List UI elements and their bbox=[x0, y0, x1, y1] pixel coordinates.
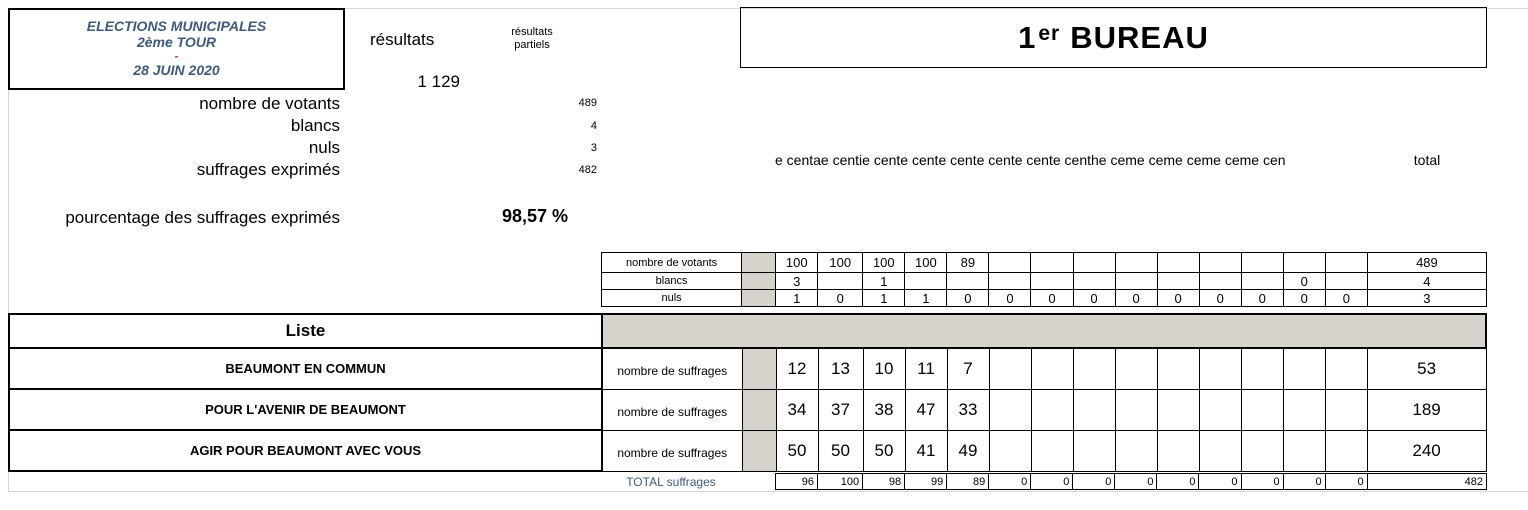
stats-cell: 0 bbox=[1283, 273, 1325, 290]
stats-row bbox=[602, 290, 1487, 307]
stats-cell bbox=[1241, 273, 1283, 290]
stats-cell bbox=[1283, 253, 1325, 273]
liste-cell bbox=[1199, 430, 1241, 471]
liste-cell: 38 bbox=[863, 389, 905, 430]
liste-row-label: nombre de suffrages bbox=[602, 430, 742, 471]
liste-cell bbox=[1115, 430, 1157, 471]
liste-total-cell: 189 bbox=[1367, 389, 1486, 430]
stats-row-label: blancs bbox=[602, 273, 742, 290]
total-cell: 96 bbox=[776, 474, 818, 490]
liste-cell bbox=[1283, 430, 1325, 471]
stats-cell: 89 bbox=[947, 253, 989, 273]
stats-cell bbox=[1031, 253, 1073, 273]
liste-cell bbox=[1157, 430, 1199, 471]
stats-row bbox=[602, 273, 1487, 290]
summary-value-exprimes: 482 bbox=[578, 164, 597, 176]
stats-cell: 0 bbox=[1325, 290, 1367, 307]
liste-cell bbox=[1241, 348, 1283, 389]
liste-table bbox=[8, 313, 1487, 472]
liste-gray-cell bbox=[742, 430, 776, 471]
stats-cell bbox=[947, 273, 989, 290]
total-cell: 89 bbox=[947, 474, 989, 490]
liste-name: AGIR POUR BEAUMONT AVEC VOUS bbox=[9, 430, 602, 471]
liste-gray-cell bbox=[742, 348, 776, 389]
stats-cell bbox=[1157, 273, 1199, 290]
stats-cell: 0 bbox=[1241, 290, 1283, 307]
total-cell: 0 bbox=[1199, 474, 1241, 490]
liste-cell: 49 bbox=[947, 430, 989, 471]
centaines-total-label: total bbox=[1413, 152, 1441, 168]
stats-cell bbox=[818, 273, 863, 290]
stats-total-cell: 3 bbox=[1367, 290, 1486, 307]
bureau-title bbox=[740, 7, 1487, 68]
liste-cell bbox=[1199, 348, 1241, 389]
liste-total-cell: 240 bbox=[1367, 430, 1486, 471]
resultats-label: résultats bbox=[370, 30, 435, 49]
liste-cell bbox=[1325, 389, 1367, 430]
election-round: 2ème TOUR bbox=[136, 34, 217, 50]
bureau-word: BUREAU bbox=[1070, 19, 1209, 55]
liste-cell bbox=[989, 389, 1031, 430]
resultats-partiels-label: résultats partiels bbox=[511, 26, 553, 51]
stats-cell: 0 bbox=[1073, 290, 1115, 307]
liste-cell bbox=[1073, 389, 1115, 430]
stats-cell: 0 bbox=[1157, 290, 1199, 307]
stats-total-cell: 489 bbox=[1367, 253, 1486, 273]
stats-cell bbox=[1157, 253, 1199, 273]
liste-cell: 50 bbox=[818, 430, 863, 471]
liste-cell bbox=[1283, 389, 1325, 430]
stats-cell: 1 bbox=[863, 290, 905, 307]
centaines-row: e centae centie cente cente cente cente cente centhe ceme ceme ceme ceme cen bbox=[775, 152, 1286, 168]
total-row bbox=[776, 474, 1487, 490]
stats-cell bbox=[1325, 273, 1367, 290]
stats-cell: 0 bbox=[1115, 290, 1157, 307]
stats-total-cell: 4 bbox=[1367, 273, 1486, 290]
stats-cell bbox=[1073, 273, 1115, 290]
stats-cell: 0 bbox=[947, 290, 989, 307]
total-cell: 0 bbox=[989, 474, 1031, 490]
liste-cell bbox=[1325, 348, 1367, 389]
liste-cell: 12 bbox=[776, 348, 818, 389]
liste-cell bbox=[1073, 348, 1115, 389]
summary-label-votants: nombre de votants bbox=[199, 94, 340, 113]
stats-cell bbox=[1241, 253, 1283, 273]
total-cell: 0 bbox=[1283, 474, 1325, 490]
total-cell: 0 bbox=[1031, 474, 1073, 490]
liste-cell bbox=[989, 348, 1031, 389]
stats-cell: 0 bbox=[1031, 290, 1073, 307]
liste-cell bbox=[1283, 348, 1325, 389]
liste-cell bbox=[1325, 430, 1367, 471]
stats-cell bbox=[905, 273, 947, 290]
stats-cell: 100 bbox=[905, 253, 947, 273]
liste-gray-cell bbox=[742, 389, 776, 430]
liste-cell bbox=[1073, 430, 1115, 471]
liste-cell: 50 bbox=[776, 430, 818, 471]
liste-row-label: nombre de suffrages bbox=[602, 389, 742, 430]
stats-row bbox=[602, 253, 1487, 273]
liste-header-row bbox=[9, 314, 1486, 348]
total-total-cell: 482 bbox=[1367, 474, 1486, 490]
total-cell: 0 bbox=[1073, 474, 1115, 490]
total-cell: 0 bbox=[1325, 474, 1367, 490]
liste-cell: 41 bbox=[905, 430, 947, 471]
stats-cell bbox=[1325, 253, 1367, 273]
stats-cell: 1 bbox=[905, 290, 947, 307]
liste-cell bbox=[1031, 430, 1073, 471]
liste-cell bbox=[1241, 389, 1283, 430]
stats-cell bbox=[989, 273, 1031, 290]
summary-label-blancs: blancs bbox=[290, 116, 340, 135]
stats-cell bbox=[1115, 253, 1157, 273]
liste-name: BEAUMONT EN COMMUN bbox=[9, 348, 602, 389]
stats-cell: 0 bbox=[989, 290, 1031, 307]
total-cell: 98 bbox=[863, 474, 905, 490]
liste-cell: 11 bbox=[905, 348, 947, 389]
liste-cell bbox=[1157, 348, 1199, 389]
stats-cell: 0 bbox=[818, 290, 863, 307]
stats-cell: 100 bbox=[776, 253, 818, 273]
total-row-table bbox=[775, 473, 1487, 490]
liste-cell bbox=[989, 430, 1031, 471]
stats-cell bbox=[1115, 273, 1157, 290]
liste-cell bbox=[1031, 348, 1073, 389]
liste-header-gray bbox=[602, 314, 1486, 348]
liste-cell bbox=[1115, 348, 1157, 389]
stats-row-label: nombre de votants bbox=[602, 253, 742, 273]
total-suffrages-label: TOTAL suffrages bbox=[626, 475, 716, 489]
stats-cell: 100 bbox=[863, 253, 905, 273]
total-cell: 100 bbox=[818, 474, 863, 490]
liste-cell: 13 bbox=[818, 348, 863, 389]
liste-row bbox=[9, 348, 1486, 389]
stats-cell bbox=[1031, 273, 1073, 290]
liste-row-label: nombre de suffrages bbox=[602, 348, 742, 389]
liste-cell bbox=[1199, 389, 1241, 430]
stats-gray-cell bbox=[742, 290, 776, 307]
total-cell: 0 bbox=[1157, 474, 1199, 490]
election-info-box bbox=[8, 8, 345, 90]
stats-cell: 100 bbox=[818, 253, 863, 273]
summary-value-nuls: 3 bbox=[590, 142, 597, 154]
stats-cell: 0 bbox=[1199, 290, 1241, 307]
liste-row bbox=[9, 389, 1486, 430]
bureau-suffix: er bbox=[1038, 21, 1061, 45]
liste-cell: 34 bbox=[776, 389, 818, 430]
liste-cell: 47 bbox=[905, 389, 947, 430]
stats-gray-cell bbox=[742, 253, 776, 273]
liste-cell: 33 bbox=[947, 389, 989, 430]
total-cell: 99 bbox=[905, 474, 947, 490]
liste-cell bbox=[1157, 389, 1199, 430]
inscrits-value: 1 129 bbox=[417, 72, 460, 91]
percentage-label: pourcentage des suffrages exprimés bbox=[65, 208, 340, 227]
stats-table bbox=[601, 252, 1487, 307]
liste-cell bbox=[1241, 430, 1283, 471]
summary-value-blancs: 4 bbox=[590, 120, 597, 132]
stats-cell bbox=[989, 253, 1031, 273]
total-cell: 0 bbox=[1241, 474, 1283, 490]
total-cell: 0 bbox=[1115, 474, 1157, 490]
liste-cell bbox=[1115, 389, 1157, 430]
liste-row bbox=[9, 430, 1486, 471]
stats-gray-cell bbox=[742, 273, 776, 290]
stats-cell: 0 bbox=[1283, 290, 1325, 307]
summary-value-votants: 489 bbox=[578, 97, 597, 109]
election-title: ELECTIONS MUNICIPALES bbox=[86, 18, 267, 34]
election-date: 28 JUIN 2020 bbox=[133, 62, 220, 78]
liste-cell: 37 bbox=[818, 389, 863, 430]
stats-cell: 1 bbox=[776, 290, 818, 307]
bureau-number: 1 bbox=[1018, 19, 1037, 55]
stats-cell bbox=[1073, 253, 1115, 273]
liste-cell: 50 bbox=[863, 430, 905, 471]
liste-cell: 10 bbox=[863, 348, 905, 389]
liste-name: POUR L'AVENIR DE BEAUMONT bbox=[9, 389, 602, 430]
stats-cell bbox=[1199, 273, 1241, 290]
summary-label-exprimes: suffrages exprimés bbox=[196, 160, 340, 179]
stats-cell: 3 bbox=[776, 273, 818, 290]
summary-label-nuls: nuls bbox=[308, 138, 340, 157]
stats-cell: 1 bbox=[863, 273, 905, 290]
liste-cell: 7 bbox=[947, 348, 989, 389]
stats-cell bbox=[1199, 253, 1241, 273]
election-dash: - bbox=[174, 49, 179, 63]
liste-header: Liste bbox=[9, 314, 602, 348]
percentage-value: 98,57 % bbox=[501, 206, 568, 226]
stats-row-label: nuls bbox=[602, 290, 742, 307]
liste-cell bbox=[1031, 389, 1073, 430]
liste-total-cell: 53 bbox=[1367, 348, 1486, 389]
